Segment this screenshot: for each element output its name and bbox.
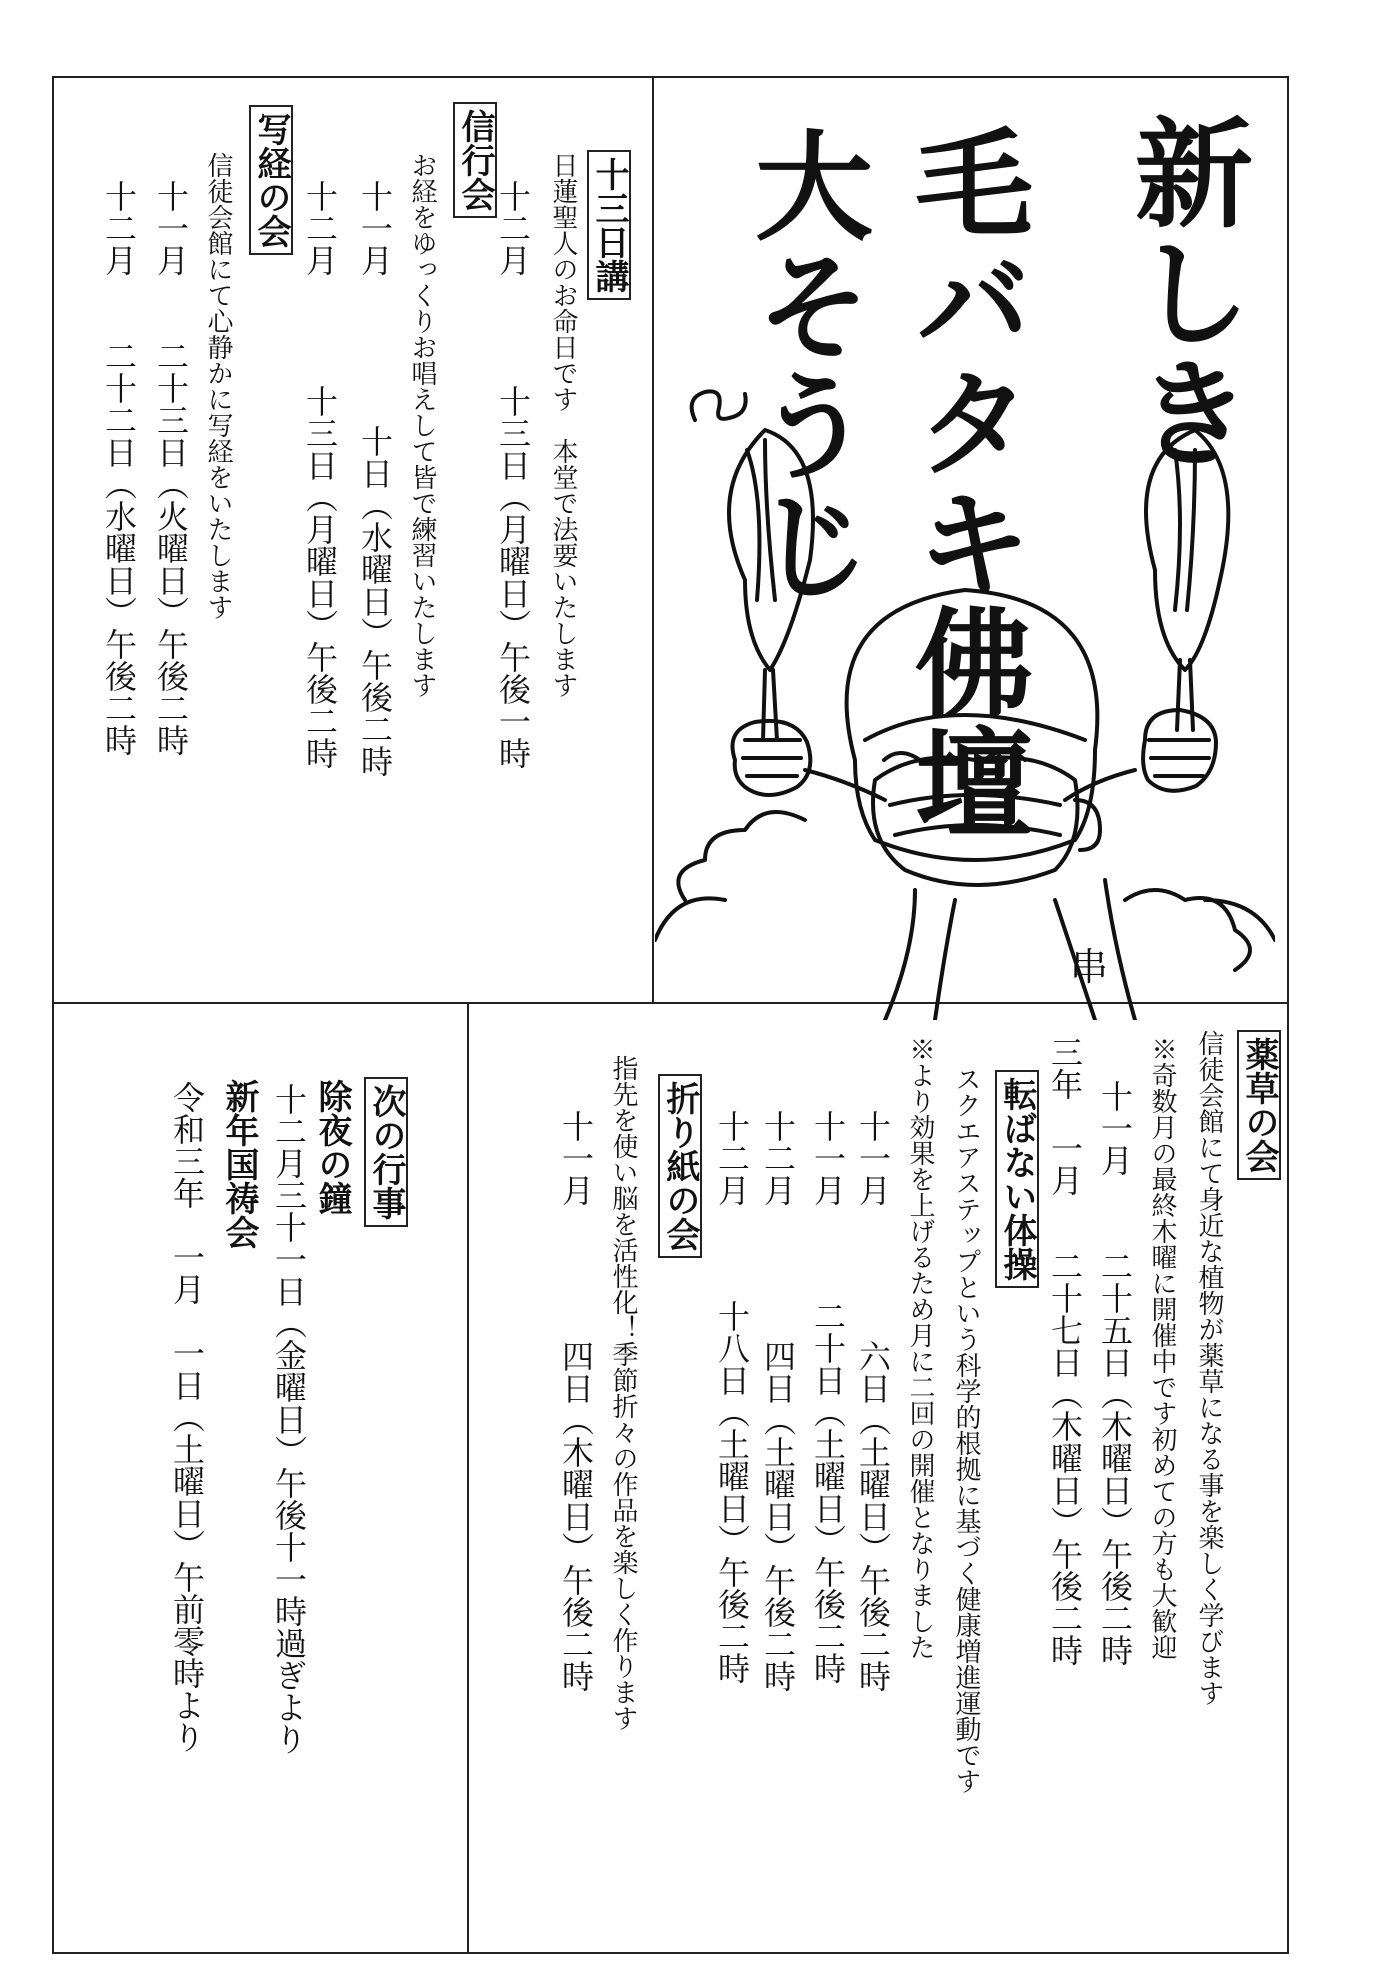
korobanai-date-4: 十八日（土曜日）午後二時 bbox=[713, 1300, 751, 1684]
shakyo-desc: 信徒会館にて心静かに写経をいたします bbox=[203, 152, 233, 620]
mask bbox=[873, 758, 1078, 886]
korobanai-month-4: 十二月 bbox=[713, 1110, 751, 1206]
yakuso-month-1: 十一月 bbox=[1096, 1080, 1134, 1176]
tsugi-event-1-date: 十二月三十一日（金曜日）午後十一時過ぎより bbox=[270, 1083, 308, 1755]
shakyo-date-2: 二十二日（水曜日）午後二時 bbox=[100, 340, 138, 756]
shingyo-date-2: 十三日（月曜日）午後二時 bbox=[301, 385, 339, 769]
yakuso-desc: 信徒会館にて身近な植物が薬草になる事を楽しく学びます bbox=[1194, 1030, 1224, 1706]
jusannichi-month: 十二月 bbox=[494, 180, 532, 276]
origami-month: 十一月 bbox=[557, 1110, 595, 1206]
shakyo-month-2: 十二月 bbox=[100, 180, 138, 276]
yakuso-date-1: 二十五日（木曜日）午後二時 bbox=[1096, 1250, 1134, 1666]
korobanai-date-1: 六日（土曜日）午後二時 bbox=[854, 1340, 892, 1692]
yakuso-date-2: 二十七日（木曜日）午後二時 bbox=[1046, 1250, 1084, 1666]
yakuso-note: ※奇数月の最終木曜に開催中です初めての方も大歓迎 bbox=[1147, 1036, 1177, 1660]
shingyo-title: 信行会 bbox=[453, 102, 497, 218]
korobanai-month-2: 十一月 bbox=[809, 1110, 847, 1206]
tsugi-event-2-date: 令和三年 一月 一日（土曜日）午前零時より bbox=[168, 1081, 206, 1753]
korobanai-date-3: 四日（土曜日）午後二時 bbox=[759, 1340, 797, 1692]
tsugi-title: 次の行事 bbox=[364, 1077, 408, 1227]
shingyo-date-1: 十日（水曜日）午後二時 bbox=[356, 425, 394, 777]
origami-date: 四日（木曜日）午後二時 bbox=[557, 1340, 595, 1692]
origami-title: 折り紙の会 bbox=[658, 1074, 702, 1258]
tsugi-event-1-name: 除夜の鐘 bbox=[312, 1079, 352, 1215]
right-feather-duster bbox=[1146, 430, 1228, 670]
headline-col-2: 毛バタキ佛壇 bbox=[895, 122, 1033, 842]
korobanai-month-3: 十二月 bbox=[759, 1110, 797, 1206]
headline-col-3: 大そうじ bbox=[735, 125, 873, 605]
korobanai-desc: スクエアステップという科学的根拠に基づく健康増進運動です bbox=[951, 1066, 981, 1794]
jusannichi-desc: 日蓮聖人のお命日です 本堂で法要いたします bbox=[548, 152, 578, 698]
korobanai-note: ※より効果を上げるため月に二回の開催となりました bbox=[905, 1036, 935, 1660]
shingyo-month-1: 十一月 bbox=[356, 180, 394, 276]
tsugi-event-2-name: 新年国祷会 bbox=[219, 1079, 259, 1249]
top-divider bbox=[652, 78, 654, 1002]
shakyo-title: 写経の会 bbox=[249, 105, 293, 255]
shakyo-date-1: 二十三日（火曜日）午後二時 bbox=[152, 340, 190, 756]
shakyo-month-1: 十一月 bbox=[152, 180, 190, 276]
korobanai-month-1: 十一月 bbox=[854, 1110, 892, 1206]
jusannichi-title: 十三日講 bbox=[587, 150, 631, 300]
apron-mark: 串 bbox=[1070, 945, 1109, 989]
yakuso-title: 薬草の会 bbox=[1237, 1030, 1281, 1180]
headline-col-1: 新しき bbox=[1115, 112, 1253, 472]
head bbox=[847, 590, 1098, 860]
shingyo-desc: お経をゆっくりお唱えして皆で練習いたします bbox=[407, 152, 437, 698]
origami-desc: 指先を使い脳を活性化！季節折々の作品を楽しく作ります bbox=[608, 1055, 638, 1731]
shingyo-month-2: 十二月 bbox=[301, 180, 339, 276]
korobanai-date-2: 二十日（土曜日）午後二時 bbox=[809, 1300, 847, 1684]
dusting-illustration bbox=[655, 380, 1275, 1020]
yakuso-month-2: 三年 一月 bbox=[1046, 1036, 1084, 1196]
jusannichi-date: 十三日（月曜日）午後一時 bbox=[494, 385, 532, 769]
korobanai-title: 転ばない体操 bbox=[995, 1070, 1039, 1288]
bottom-divider bbox=[467, 1004, 469, 1952]
right-fist bbox=[1143, 710, 1216, 791]
